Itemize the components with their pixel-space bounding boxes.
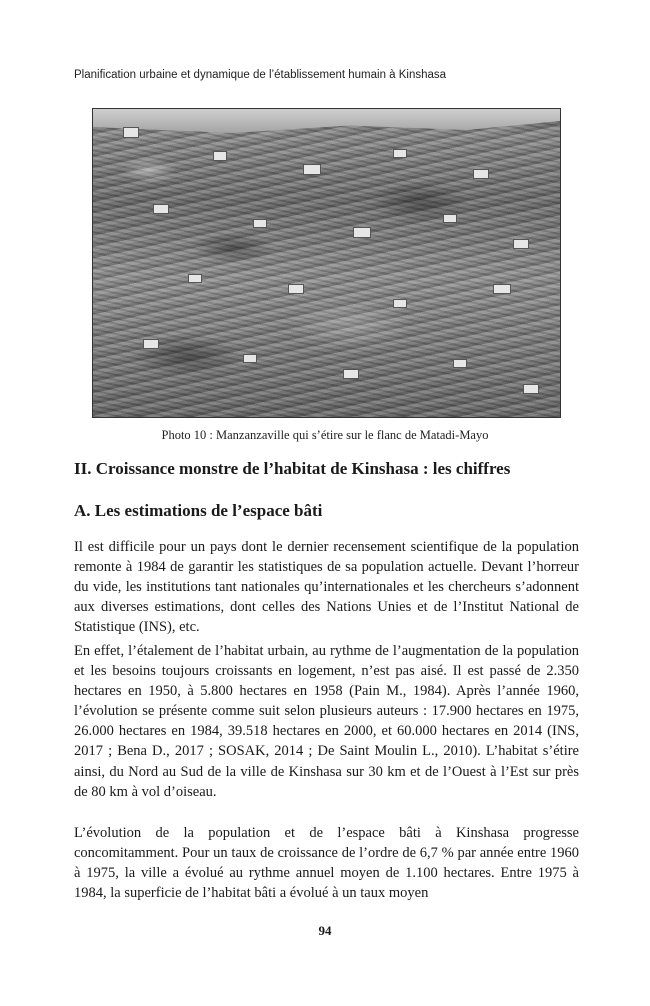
photo-house (393, 299, 407, 308)
photo-house (213, 151, 227, 161)
photo-house (343, 369, 359, 379)
photo-house (153, 204, 169, 214)
photo-house (473, 169, 489, 179)
photo-house (123, 127, 139, 138)
page-number: 94 (318, 923, 332, 938)
running-head: Planification urbaine et dynamique de l’établissement humain à Kinshasa (74, 69, 447, 81)
photo-manzanzaville (92, 108, 561, 418)
photo-house (523, 384, 539, 394)
paragraph: Il est difficile pour un pays dont le dernier recensement scientifique de la population remonte à 1984 de garantir les statistiques de sa population actuelle. Devant l’horreur du vide, les institutions tant nationales qu’internationales et les chercheurs s’adonnent aux diverses estimations, dont celles des Nations Unies et de l’Institut National de Statistique (INS), etc. (74, 539, 579, 636)
photo-house (288, 284, 304, 294)
photo-house (393, 149, 407, 158)
paragraph: L’évolution de la population et de l’espace bâti à Kinshasa progresse concomitamment. Pour un taux de croissance de l’ordre de 6,7 % par année entre 1960 à 1975, la ville a évolué au rythme annuel moyen de 1.100 hectares. Entre 1975 à 1984, la superficie de l’habitat bâti a évolué à un taux moyen (74, 825, 579, 902)
photo-house (188, 274, 202, 283)
photo-house (443, 214, 457, 223)
photo-sky (93, 109, 560, 139)
paragraph: En effet, l’étalement de l’habitat urbain, au rythme de l’augmentation de la population et les besoins toujours croissants en logement, n’est pas aisé. Il est passé de 2.350 hectares en 1950, à 5.800 hectares en 1958 (Pain M., 1984). Après l’année 1960, l’évolution se présente comme suit selon plusieurs auteurs : 17.900 hectares en 1975, 26.000 hectares en 1984, 39.518 hectares en 2000, et 60.000 hectares en 2014 (INS, 2017 ; Bena D., 2017 ; SOSAK, 2014 ; De Saint Moulin L., 2010). L’habitat s’étire ainsi, du Nord au Sud de la ville de Kinshasa sur 30 km et de l’Ouest à l’Est sur près de 80 km à vol d’oiseau. (74, 643, 579, 800)
subsection-heading: A. Les estimations de l’espace bâti (74, 501, 323, 520)
photo-house (493, 284, 511, 294)
section-heading: II. Croissance monstre de l’habitat de Kinshasa : les chiffres (74, 459, 511, 478)
photo-house (303, 164, 321, 175)
photo-house (143, 339, 159, 349)
photo-house (513, 239, 529, 249)
photo-house (453, 359, 467, 368)
photo-caption: Photo 10 : Manzanzaville qui s’étire sur le flanc de Matadi-Mayo (161, 428, 489, 442)
photo-house (243, 354, 257, 363)
photo-house (353, 227, 371, 238)
photo-house (253, 219, 267, 228)
